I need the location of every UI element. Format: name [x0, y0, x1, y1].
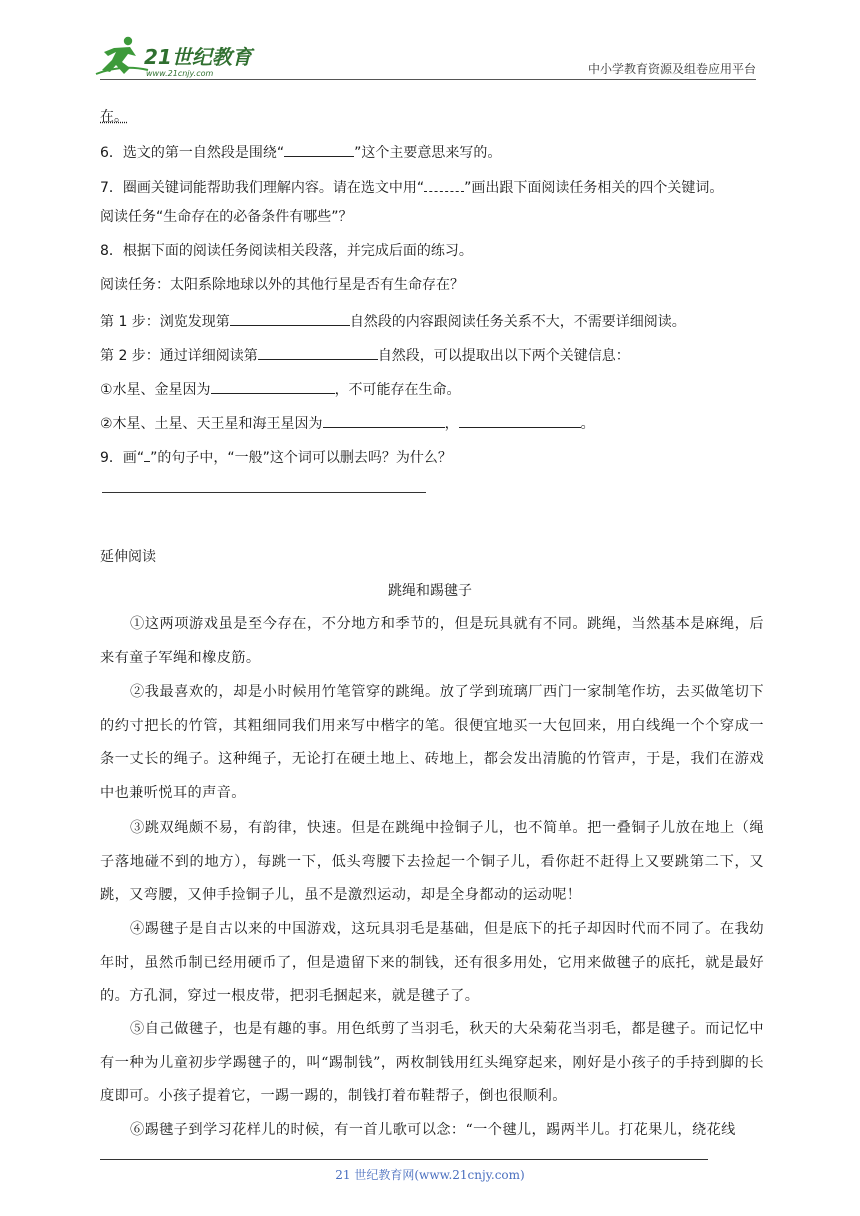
- header-divider: [100, 79, 756, 80]
- question-7-line1: [100, 177, 723, 197]
- q6-text-a: 6．选文的第一自然段是围绕“: [100, 145, 285, 161]
- question-8-task: 阅读任务：太阳系除地球以外的其他行星是否有生命存在？: [100, 277, 464, 293]
- step2-text-a: 第 2 步：通过详细阅读第: [100, 348, 258, 364]
- svg-text:www.21cnjy.com: www.21cnjy.com: [146, 69, 214, 78]
- article-paragraph-4: ④踢毽子是自古以来的中国游戏，这玩具羽毛是基础，但是底下的托子却因时代而不同了。在我幼年时，虽然币制已经用硬币了，但是遗留下来的制钱，还有很多用处，它用来做毽子的底托，就是最好的。方孔洞，穿过一根皮带，把羽毛捆起来，就是毽子了。: [100, 921, 764, 1004]
- article-paragraph-6: ⑥踢毽子到学习花样儿的时候，有一首儿歌可以念：“一个毽儿，踢两半儿。打花果儿，绕花线: [130, 1122, 736, 1138]
- question-8-step2: [100, 345, 630, 365]
- item1-text-a: ①水星、金星因为: [100, 382, 211, 398]
- item2-text-a: ②木星、土星、天王星和海王星因为: [100, 416, 323, 432]
- article-title: 跳绳和踢毽子: [388, 583, 472, 599]
- step2-text-b: 自然段，可以提取出以下两个关键信息：: [377, 348, 630, 364]
- q6-text-b: ”这个主要意思来写的。: [354, 145, 502, 161]
- question-8-step1: [100, 311, 686, 331]
- article-paragraph-3: ③跳双绳颇不易，有韵律，快速。但是在跳绳中捡铜子儿，也不简单。把一叠铜子儿放在地上（绳子落地碰不到的地方），每跳一下，低头弯腰下去捡起一个铜子儿，看你赶不赶得上又要跳第二下，又跳，又弯腰，又伸手捡铜子儿，虽不是激烈运动，却是全身都动的运动呢！: [100, 820, 764, 903]
- item2-text-b: ，: [444, 416, 459, 432]
- item1-blank[interactable]: [211, 379, 335, 394]
- article-paragraph-1: ①这两项游戏虽是至今存在，不分地方和季节的，但是玩具就有不同。跳绳，当然基本是麻绳，后来有童子军绳和橡皮筋。: [100, 616, 764, 666]
- footer-divider: [100, 1159, 708, 1160]
- runner-logo-icon: [92, 34, 262, 80]
- question-8-item1: [100, 379, 461, 399]
- q9-answer-line[interactable]: [102, 492, 426, 493]
- site-logo[interactable]: [92, 34, 262, 80]
- footer-link[interactable]: 21 世纪教育网(www.21cnjy.com): [335, 1168, 525, 1182]
- question-8-line1: 8．根据下面的阅读任务阅读相关段落，并完成后面的练习。: [100, 243, 473, 259]
- q7-text-b: ”画出跟下面阅读任务相关的四个关键词。: [464, 180, 724, 196]
- question-6: [100, 142, 501, 162]
- step1-text-a: 第 1 步：浏览发现第: [100, 314, 230, 330]
- item2-blank-2[interactable]: [459, 413, 581, 428]
- step1-blank[interactable]: [230, 311, 350, 326]
- question-7-line2: 阅读任务“生命存在的必备条件有哪些”？: [100, 209, 353, 225]
- q7-mark-sample: [424, 177, 464, 192]
- prev-question-tail: [100, 108, 128, 126]
- q9-text-a: 9．画“: [100, 450, 145, 466]
- item1-text-b: ，不可能存在生命。: [334, 382, 461, 398]
- item2-blank-1[interactable]: [323, 413, 445, 428]
- article-paragraph-5: ⑤自己做毽子，也是有趣的事。用色纸剪了当羽毛，秋天的大朵菊花当羽毛，都是毽子。而记忆中有一种为儿童初步学踢毽子的，叫“踢制钱”，两枚制钱用红头绳穿起来，刚好是小孩子的手持到脚的长度即可。小孩子提着它，一踢一踢的，制钱打着布鞋帮子，倒也很顺利。: [100, 1021, 764, 1104]
- q6-blank[interactable]: [284, 142, 354, 157]
- platform-tagline: 中小学教育资源及组卷应用平台: [587, 62, 756, 76]
- q9-text-b: ”的句子中，“一般”这个词可以删去吗？为什么？: [150, 450, 452, 466]
- prev-tail-text: 在。: [100, 109, 128, 125]
- step2-blank[interactable]: [258, 345, 378, 360]
- article-paragraph-2: ②我最喜欢的，却是小时候用竹笔管穿的跳绳。放了学到琉璃厂西门一家制笔作坊，去买做笔切下的约寸把长的竹管，其粗细同我们用来写中楷字的笔。很便宜地买一大包回来，用白线绳一个个穿成一条一丈长的绳子。这种绳子，无论打在硬土地上、砖地上，都会发出清脆的竹管声，于是，我们在游戏中也兼听悦耳的声音。: [100, 684, 764, 801]
- svg-text:21世纪教育: 21世纪教育: [144, 45, 252, 69]
- question-8-item2: [100, 413, 595, 433]
- q7-text-a: 7．圈画关键词能帮助我们理解内容。请在选文中用“: [100, 180, 425, 196]
- item2-text-c: 。: [580, 416, 595, 432]
- step1-text-b: 自然段的内容跟阅读任务关系不大，不需要详细阅读。: [349, 314, 686, 330]
- page-header: [0, 0, 860, 82]
- section-title: 延伸阅读: [100, 549, 156, 565]
- question-9: [100, 447, 452, 467]
